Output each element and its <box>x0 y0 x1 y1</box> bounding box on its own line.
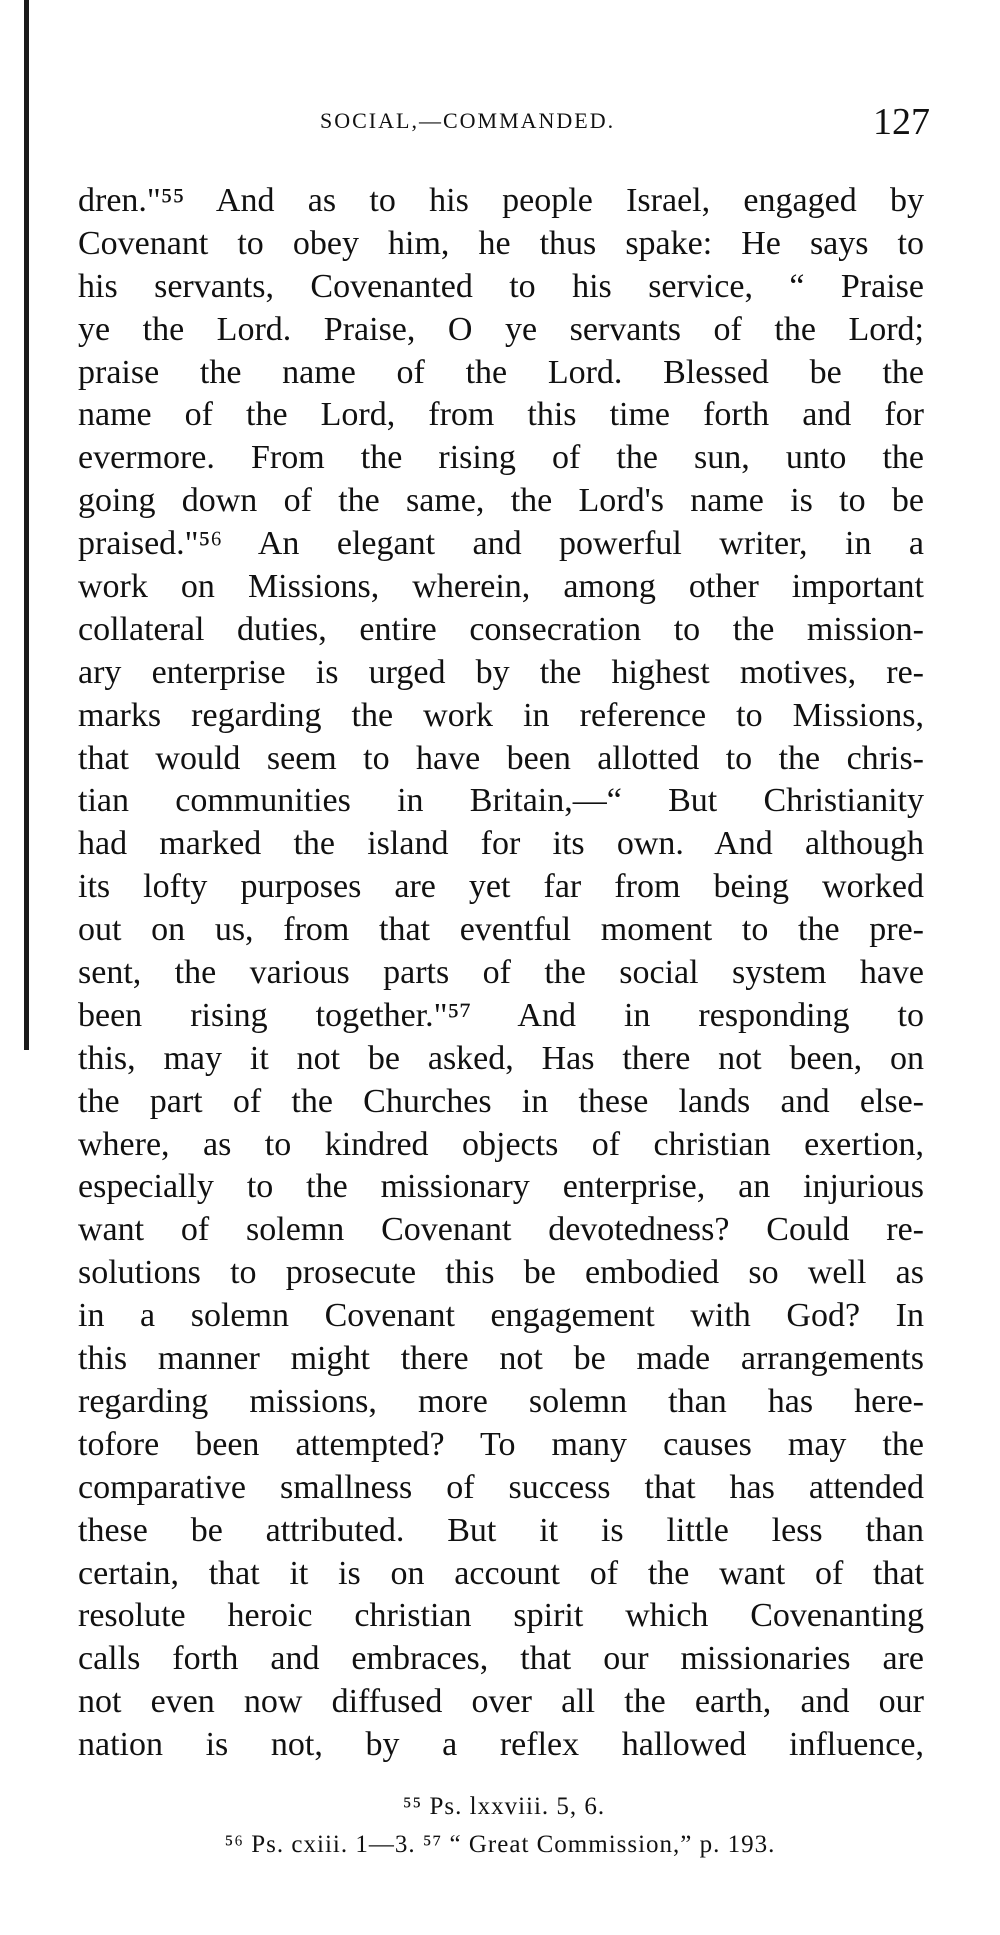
text-line: regarding missions, more solemn than has here- <box>78 1382 924 1420</box>
body-text <box>78 180 924 1767</box>
text-line: comparative smallness of success that has attended <box>78 1468 924 1506</box>
text-line: tofore been attempted? To many causes may the <box>78 1425 924 1463</box>
text-line: nation is not, by a reflex hallowed influence, <box>78 1726 924 1764</box>
binding-edge-line <box>24 0 29 1050</box>
text-line: that would seem to have been allotted to the chris- <box>78 739 924 777</box>
text-line: this, may it not be asked, Has there not been, on <box>78 1039 924 1077</box>
text-line: in a solemn Covenant engagement with God? In <box>78 1297 924 1335</box>
text-line: tian communities in Britain,—“ But Christianity <box>78 782 924 820</box>
text-line: name of the Lord, from this time forth and for <box>78 396 924 434</box>
running-head: SOCIAL,—COMMANDED. <box>320 108 616 133</box>
text-line: been rising together."⁵⁷ And in responding to <box>78 996 924 1034</box>
text-line: where, as to kindred objects of christian exertion, <box>78 1125 924 1163</box>
text-line: going down of the same, the Lord's name is to be <box>78 482 924 520</box>
text-line: out on us, from that eventful moment to the pre- <box>78 911 924 949</box>
text-line: marks regarding the work in reference to Missions, <box>78 696 924 734</box>
text-line: sent, the various parts of the social system have <box>78 954 924 992</box>
text-line: want of solemn Covenant devotedness? Could re- <box>78 1211 924 1249</box>
text-line: solutions to prosecute this be embodied so well as <box>78 1254 924 1292</box>
footnotes <box>0 1788 1000 1864</box>
text-line: ary enterprise is urged by the highest motives, re- <box>78 653 924 691</box>
text-line: praise the name of the Lord. Blessed be the <box>78 353 924 391</box>
text-line: calls forth and embraces, that our missionaries are <box>78 1640 924 1678</box>
text-line: these be attributed. But it is little less than <box>78 1511 924 1549</box>
text-line: especially to the missionary enterprise, an injurious <box>78 1168 924 1206</box>
footnote-55: ⁵⁵ Ps. lxxviii. 5, 6. <box>402 1793 606 1820</box>
text-line: resolute heroic christian spirit which Covenanting <box>78 1597 924 1635</box>
text-line: had marked the island for its own. And although <box>78 825 924 863</box>
text-line: dren."⁵⁵ And as to his people Israel, engaged by <box>78 182 924 219</box>
text-line: this manner might there not be made arrangements <box>78 1340 924 1378</box>
text-line: certain, that it is on account of the want of that <box>78 1554 924 1592</box>
text-line: work on Missions, wherein, among other important <box>78 568 924 606</box>
page-number: 127 <box>873 101 930 143</box>
text-line: evermore. From the rising of the sun, unto the <box>78 439 924 477</box>
text-line: the part of the Churches in these lands and else- <box>78 1082 924 1120</box>
text-line: not even now diffused over all the earth, and our <box>78 1683 924 1721</box>
text-line: ye the Lord. Praise, O ye servants of the Lord; <box>78 310 924 348</box>
footnote-56-57: ⁵⁶ Ps. cxiii. 1—3. ⁵⁷ “ Great Commission,” p. 193. <box>224 1831 776 1858</box>
text-line: collateral duties, entire consecration to the mission- <box>78 610 924 648</box>
text-line: his servants, Covenanted to his service, “ Praise <box>78 267 924 305</box>
text-line: its lofty purposes are yet far from being worked <box>78 868 924 906</box>
text-line: Covenant to obey him, he thus spake: He says to <box>78 224 924 262</box>
text-line: praised."⁵⁶ An elegant and powerful writer, in a <box>78 525 924 563</box>
